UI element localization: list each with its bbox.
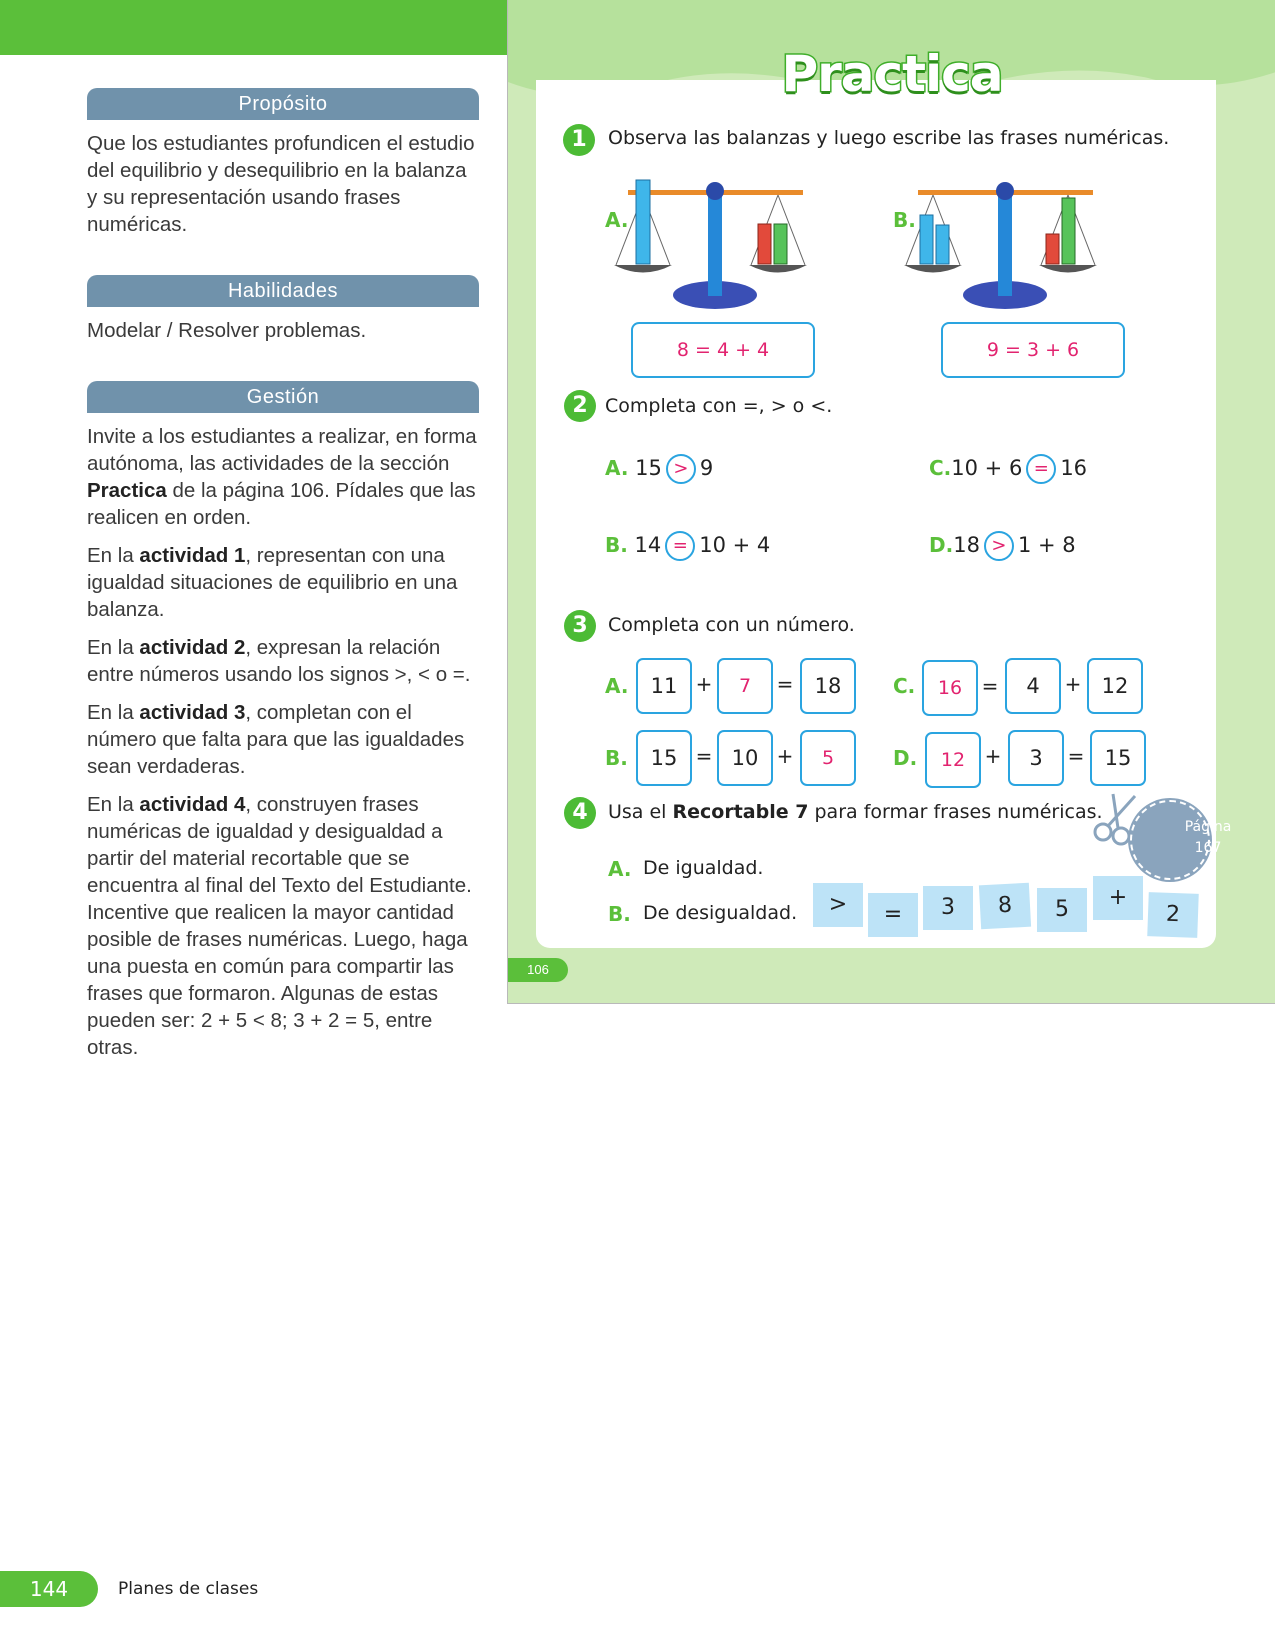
operator: = — [981, 674, 999, 698]
exercise-number: 3 — [564, 610, 596, 642]
operator: + — [776, 744, 794, 768]
top-green-bar — [0, 0, 507, 55]
number-box-answer: 7 — [717, 658, 773, 714]
number-box-answer: 5 — [800, 730, 856, 786]
cutout-tile[interactable]: = — [868, 893, 918, 937]
cutout-tile[interactable]: 2 — [1147, 892, 1199, 938]
student-page-number: 106 — [508, 958, 568, 982]
gestion-text — [87, 423, 479, 1061]
page-title: Practica — [781, 45, 1003, 103]
operator: + — [1064, 672, 1082, 696]
number-box: 4 — [1005, 658, 1061, 714]
exercise-number: 4 — [564, 797, 596, 829]
exercise-2-a: A. 15 > 9 — [605, 454, 713, 484]
exercise-3-b-label: B. — [605, 746, 628, 770]
balance-scale-a-icon — [608, 170, 823, 315]
exercise-2-b: B. 14 = 10 + 4 — [605, 531, 770, 561]
exercise-1-a-label: A. — [605, 208, 629, 232]
exercise-1-b-answer: 9 = 3 + 6 — [941, 322, 1125, 378]
exercise-number: 1 — [563, 124, 595, 156]
number-box: 18 — [800, 658, 856, 714]
cutout-tile[interactable]: 5 — [1037, 888, 1087, 932]
exercise-3-d-label: D. — [893, 746, 918, 770]
exercise-3-c-label: C. — [893, 674, 916, 698]
number-box: 15 — [1090, 730, 1146, 786]
exercise-2-d: D.18 > 1 + 8 — [929, 531, 1076, 561]
operator: + — [695, 672, 713, 696]
proposito-text: Que los estudiantes profundicen el estudio del equilibrio y desequilibrio en la balanza y su representación usando frases numéricas. — [87, 132, 475, 236]
cutout-tile[interactable]: + — [1093, 876, 1143, 920]
number-box-answer: 12 — [925, 732, 981, 788]
exercise-4-instruction: Usa el Recortable 7 para formar frases numéricas. — [608, 801, 1103, 823]
exercise-1-b-label: B. — [893, 208, 916, 232]
exercise-3-instruction: Completa con un número. — [608, 614, 855, 636]
lesson-plan-column — [87, 88, 479, 1072]
exercise-2-instruction: Completa con =, > o <. — [605, 395, 833, 417]
operator: = — [695, 744, 713, 768]
exercise-3-a-label: A. — [605, 674, 629, 698]
gestion-paragraph: Invite a los estudiantes a realizar, en forma autónoma, las actividades de la sección Practica de la página 106. Pídales que las realicen en orden. — [87, 425, 477, 529]
operator: = — [776, 672, 794, 696]
exercise-1-a-answer: 8 = 4 + 4 — [631, 322, 815, 378]
gestion-heading: Gestión — [87, 381, 479, 413]
habilidades-heading: Habilidades — [87, 275, 479, 307]
proposito-heading: Propósito — [87, 88, 479, 120]
number-box: 15 — [636, 730, 692, 786]
exercise-2-c: C.10 + 6 = 16 — [929, 454, 1087, 484]
gestion-paragraph: En la actividad 4, construyen frases numéricas de igualdad y desigualdad a partir del material recortable que se encuentra al final del Texto del Estudiante. Incentive que realicen la mayor cantidad posible de frases numéricas. Luego, haga una puesta en común para compartir las frases que formaron. Algunas de estas pueden ser: 2 + 5 < 8; 3 + 2 = 5, entre otras. — [87, 793, 472, 1059]
number-box: 10 — [717, 730, 773, 786]
gestion-paragraph: En la actividad 3, completan con el número que falta para que las igualdades sean verdaderas. — [87, 701, 465, 778]
gestion-paragraph: En la actividad 2, expresan la relación entre números usando los signos >, < o =. — [87, 636, 471, 686]
footer-section-title: Planes de clases — [118, 1579, 259, 1599]
operator: + — [984, 744, 1002, 768]
cutout-tile[interactable]: 3 — [923, 886, 973, 930]
cutout-tile[interactable]: 8 — [979, 883, 1031, 930]
exercise-4-a-text: De igualdad. — [643, 857, 764, 879]
exercise-4-a-label: A. — [608, 857, 632, 881]
number-box: 3 — [1008, 730, 1064, 786]
cutout-tile[interactable]: > — [813, 883, 863, 927]
exercise-4-b-label: B. — [608, 902, 631, 926]
habilidades-text: Modelar / Resolver problemas. — [87, 319, 367, 342]
gestion-paragraph: En la actividad 1, representan con una igualdad situaciones de equilibrio en una balanza. — [87, 544, 458, 621]
number-box-answer: 16 — [922, 660, 978, 716]
footer-page-number: 144 — [0, 1571, 98, 1607]
number-box: 11 — [636, 658, 692, 714]
page-reference-badge: Página 167 — [1130, 800, 1210, 880]
operator: = — [1067, 744, 1085, 768]
number-box: 12 — [1087, 658, 1143, 714]
exercise-4-b-text: De desigualdad. — [643, 902, 798, 924]
student-page — [507, 0, 1275, 1004]
exercise-number: 2 — [564, 390, 596, 422]
balance-scale-b-icon — [898, 170, 1113, 315]
exercise-1-instruction: Observa las balanzas y luego escribe las frases numéricas. — [608, 127, 1170, 149]
